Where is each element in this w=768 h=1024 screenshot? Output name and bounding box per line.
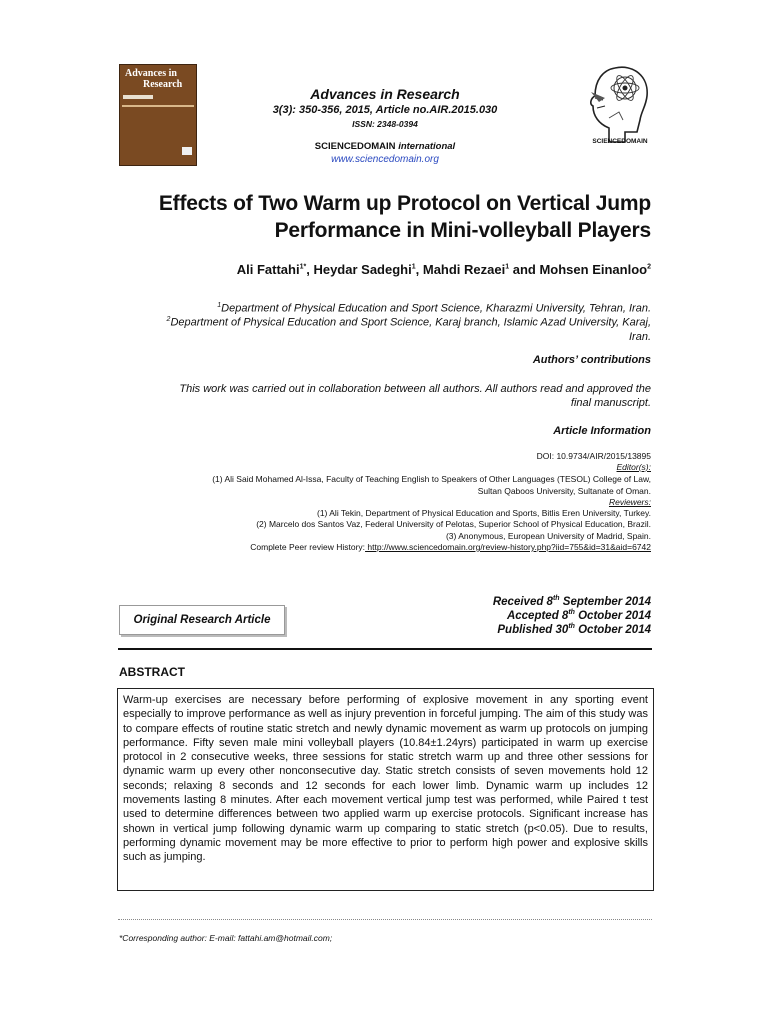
affiliation-mark: 1 — [217, 302, 222, 309]
affiliation-text: Department of Physical Education and Sport Science, Karaj branch, Islamic Azad University, Karaj, — [170, 316, 651, 329]
editor-line1: (1) Ali Said Mohamed Al-Issa, Faculty of Teaching English to Speakers of Other Languages (TESOL) College of Law, — [212, 474, 651, 484]
journal-volume: 3(3): 350-356, 2015, Article no.AIR.2015.030 — [272, 104, 498, 116]
published-date — [440, 623, 651, 636]
publisher-name — [260, 141, 510, 152]
affiliation-text: Department of Physical Education and Sport Science, Kharazmi University, Tehran, Iran. — [221, 302, 651, 315]
cover-title-line2: Research — [143, 79, 183, 90]
abstract-text: Warm-up exercises are necessary before performing of explosive movement in any sporting event especially to improve performance as well as injury prevention in forceful jumping. The aim of this study was to compare effects of routine static stretch and newly dynamic movement as warm up protocols on jumping performance. Fifty seven male mini volleyball players (10.84±1.24yrs) participated in warm up exercise protocol in 2 consecutive weeks, three sessions for static stretch warm up and three other sessions for dynamic warm up every other nonconsecutive day. Static stretch consists of seven movements hold 12 seconds; relaxing 8 seconds and 12 seconds for each lower limb. Dynamic warm up includes 12 movements lasting 8 minutes. After each movement vertical jump test was performed, while Paired t test used to determine differences between two applied warm up exercise protocols. Significant increase has shown in vertical jump following dynamic warm up comparing to static stretch (p<0.05). Due to results, performing dynamic movement may be more effective to prior to perform high power and explosive skills such as jumping. — [117, 688, 654, 891]
contributions-heading: Authors’ contributions — [532, 354, 651, 366]
publisher-suffix: international — [398, 141, 456, 152]
article-title-line2: Performance in Mini-volleyball Players — [274, 219, 651, 242]
affiliation-2 — [110, 313, 651, 344]
article-title-line1: Effects of Two Warm up Protocol on Vertical Jump — [158, 192, 651, 215]
author-name: Mahdi Rezaei — [422, 262, 506, 277]
contributions-line1: This work was carried out in collaboration between all authors. All authors read and approved the — [179, 383, 651, 395]
review-history-link[interactable]: http://www.sciencedomain.org/review-history.php?iid=755&id=31&aid=6742 — [365, 542, 651, 552]
published-date-month: October 2014 — [574, 623, 651, 636]
review-history — [100, 542, 651, 553]
editor-line2: Sultan Qaboos University, Sultanate of Oman. — [477, 486, 651, 496]
author-affiliation-mark: 1* — [299, 263, 307, 271]
reviewers-label — [100, 497, 651, 508]
article-info-heading: Article Information — [553, 425, 651, 437]
cover-title-line1: Advances in — [125, 68, 177, 79]
contributions-text — [110, 382, 651, 410]
editors-label-text: Editor(s): — [616, 462, 651, 472]
author-separator: , — [415, 262, 423, 277]
contributions-line2: final manuscript. — [570, 397, 651, 409]
reviewers-label-text: Reviewers: — [608, 497, 651, 507]
abstract-heading: ABSTRACT — [119, 665, 185, 679]
journal-cover-image — [119, 64, 197, 166]
sciencedomain-logo-label: SCIENCEDOMAIN — [592, 138, 648, 145]
editors-label — [100, 462, 651, 473]
article-title — [110, 190, 651, 244]
author-separator: and — [509, 262, 540, 277]
reviewer-2: (2) Marcelo dos Santos Vaz, Federal University of Pelotas, Superior School of Physical Education, Brazil. — [256, 519, 651, 529]
footnote-divider — [118, 919, 652, 920]
affiliation-mark: 2 — [166, 316, 171, 323]
sciencedomain-logo-icon — [585, 62, 653, 148]
received-date-month: September 2014 — [559, 595, 651, 608]
reviewer-1: (1) Ali Tekin, Department of Physical Education and Sports, Bitlis Eren University, Turkey. — [316, 508, 651, 518]
accepted-date — [440, 609, 651, 622]
affiliation-text-cont: Iran. — [628, 330, 651, 343]
journal-name: Advances in Research — [310, 86, 460, 102]
author-name: Ali Fattahi — [236, 262, 300, 277]
publisher-website-link[interactable]: www.sciencedomain.org — [331, 154, 439, 165]
article-type-badge: Original Research Article — [119, 605, 285, 635]
author-separator: , — [306, 262, 314, 277]
corresponding-author-footnote: *Corresponding author: E-mail: fattahi.am@hotmail.com; — [119, 933, 333, 943]
cover-title — [125, 68, 191, 90]
section-divider — [118, 648, 652, 650]
received-date-sup: th — [552, 595, 560, 602]
accepted-date-sup: th — [568, 609, 575, 616]
author-affiliation-mark: 2 — [647, 263, 651, 271]
doi: DOI: 10.9734/AIR/2015/13895 — [536, 451, 651, 461]
received-date-text: Received 8 — [492, 595, 553, 608]
cover-strip — [122, 105, 194, 107]
author-list — [110, 262, 651, 277]
received-date — [440, 595, 651, 608]
author-affiliation-mark: 1 — [505, 263, 510, 271]
accepted-date-text: Accepted 8 — [506, 609, 569, 622]
accepted-date-month: October 2014 — [574, 609, 651, 622]
cover-band — [123, 95, 153, 99]
author-affiliation-mark: 1 — [411, 263, 416, 271]
cover-logo — [182, 147, 192, 155]
author-name: Heydar Sadeghi — [313, 262, 412, 277]
review-history-label: Complete Peer review History: — [250, 542, 366, 552]
journal-issn: ISSN: 2348-0394 — [352, 119, 418, 129]
published-date-sup: th — [568, 623, 575, 630]
published-date-text: Published 30 — [497, 623, 569, 636]
publisher-main: SCIENCEDOMAIN — [314, 141, 396, 152]
author-name: Mohsen Einanloo — [539, 262, 648, 277]
reviewer-3: (3) Anonymous, European University of Madrid, Spain. — [445, 531, 651, 541]
